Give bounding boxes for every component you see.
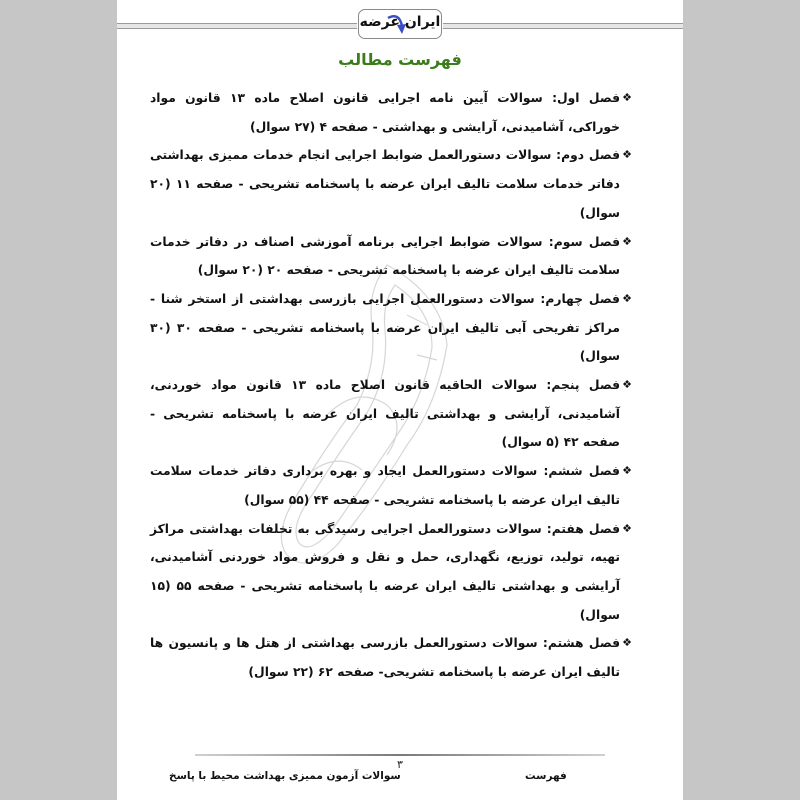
bullet-icon: ❖ xyxy=(622,521,632,535)
footer-rule xyxy=(195,754,605,756)
toc-entry[interactable] xyxy=(150,285,632,371)
header-rule-left xyxy=(117,23,357,29)
page-title: فهرست مطالب xyxy=(338,50,462,69)
bullet-icon: ❖ xyxy=(622,464,632,478)
toc-entry[interactable] xyxy=(150,228,632,285)
toc-entry[interactable] xyxy=(150,371,632,457)
header-rule-right xyxy=(443,23,683,29)
document-page xyxy=(117,0,683,800)
toc-entry-text: فصل پنجم: سوالات الحاقیه قانون اصلاح ماده ۱۳ قانون مواد خوردنی، آشامیدنی، آرایشی و بهداشتی تالیف ایران عرضه با پاسخنامه تشریحی - صفحه ۴۲ (۵ سوال) xyxy=(150,378,620,450)
bullet-icon: ❖ xyxy=(622,91,632,104)
toc-entry-text: فصل سوم: سوالات ضوابط اجرایی برنامه آموزشی اصناف در دفاتر خدمات سلامت تالیف ایران عرضه با پاسخنامه تشریحی - صفحه ۲۰ (۲۰ سوال) xyxy=(150,234,620,278)
page-number: ۳ xyxy=(397,758,403,771)
toc-entry-text: فصل ششم: سوالات دستورالعمل ایجاد و بهره برداری دفاتر خدمات سلامت تالیف ایران عرضه با پاسخنامه تشریحی - صفحه ۴۴ (۵۵ سوال) xyxy=(150,464,620,507)
toc-entry-text: فصل هفتم: سوالات دستورالعمل اجرایی رسیدگی به تخلفات بهداشتی مراکز تهیه، تولید، توزیع، نگهداری، حمل و نقل و فروش مواد خوردنی آشامیدنی، آرایشی و بهداشتی تالیف ایران عرضه با پاسخنامه تشریحی - صفحه ۵۵ (۱۵ سوال) xyxy=(150,521,620,622)
logo-text: ایران عرضه xyxy=(359,14,441,30)
toc-entry[interactable] xyxy=(150,515,632,630)
footer-section-label: فهرست xyxy=(525,770,567,782)
table-of-contents xyxy=(150,84,632,687)
toc-entry-text: فصل اول: سوالات آیین نامه اجرایی قانون اصلاح ماده ۱۳ قانون مواد خوراکی، آشامیدنی، آرایشی و بهداشتی - صفحه ۴ (۲۷ سوال) xyxy=(150,91,620,134)
bullet-icon: ❖ xyxy=(622,636,632,650)
toc-entry[interactable] xyxy=(150,629,632,686)
bullet-icon: ❖ xyxy=(622,148,632,162)
bullet-icon: ❖ xyxy=(622,378,632,392)
footer-book-title: سوالات آزمون ممیزی بهداشت محیط با پاسخ xyxy=(169,770,401,782)
brand-logo xyxy=(358,9,442,39)
toc-entry-text: فصل چهارم: سوالات دستورالعمل اجرایی بازرسی بهداشتی از استخر شنا - مراکز تفریحی آبی تالیف ایران عرضه با پاسخنامه تشریحی - صفحه ۳۰ (۳۰ سوال) xyxy=(150,291,620,364)
toc-entry[interactable] xyxy=(150,84,632,141)
bullet-icon: ❖ xyxy=(622,291,632,305)
toc-entry[interactable] xyxy=(150,457,632,514)
toc-entry-text: فصل هشتم: سوالات دستورالعمل بازرسی بهداشتی از هتل ها و پانسیون ها تالیف ایران عرضه با پاسخنامه تشریحی- صفحه ۶۲ (۲۲ سوال) xyxy=(150,636,620,680)
toc-entry[interactable] xyxy=(150,141,632,227)
toc-entry-text: فصل دوم: سوالات دستورالعمل ضوابط اجرایی انجام خدمات ممیزی بهداشتی دفاتر خدمات سلامت تالیف ایران عرضه با پاسخنامه تشریحی - صفحه ۱۱ (۲۰ سوال) xyxy=(150,148,620,220)
bullet-icon: ❖ xyxy=(622,234,632,248)
